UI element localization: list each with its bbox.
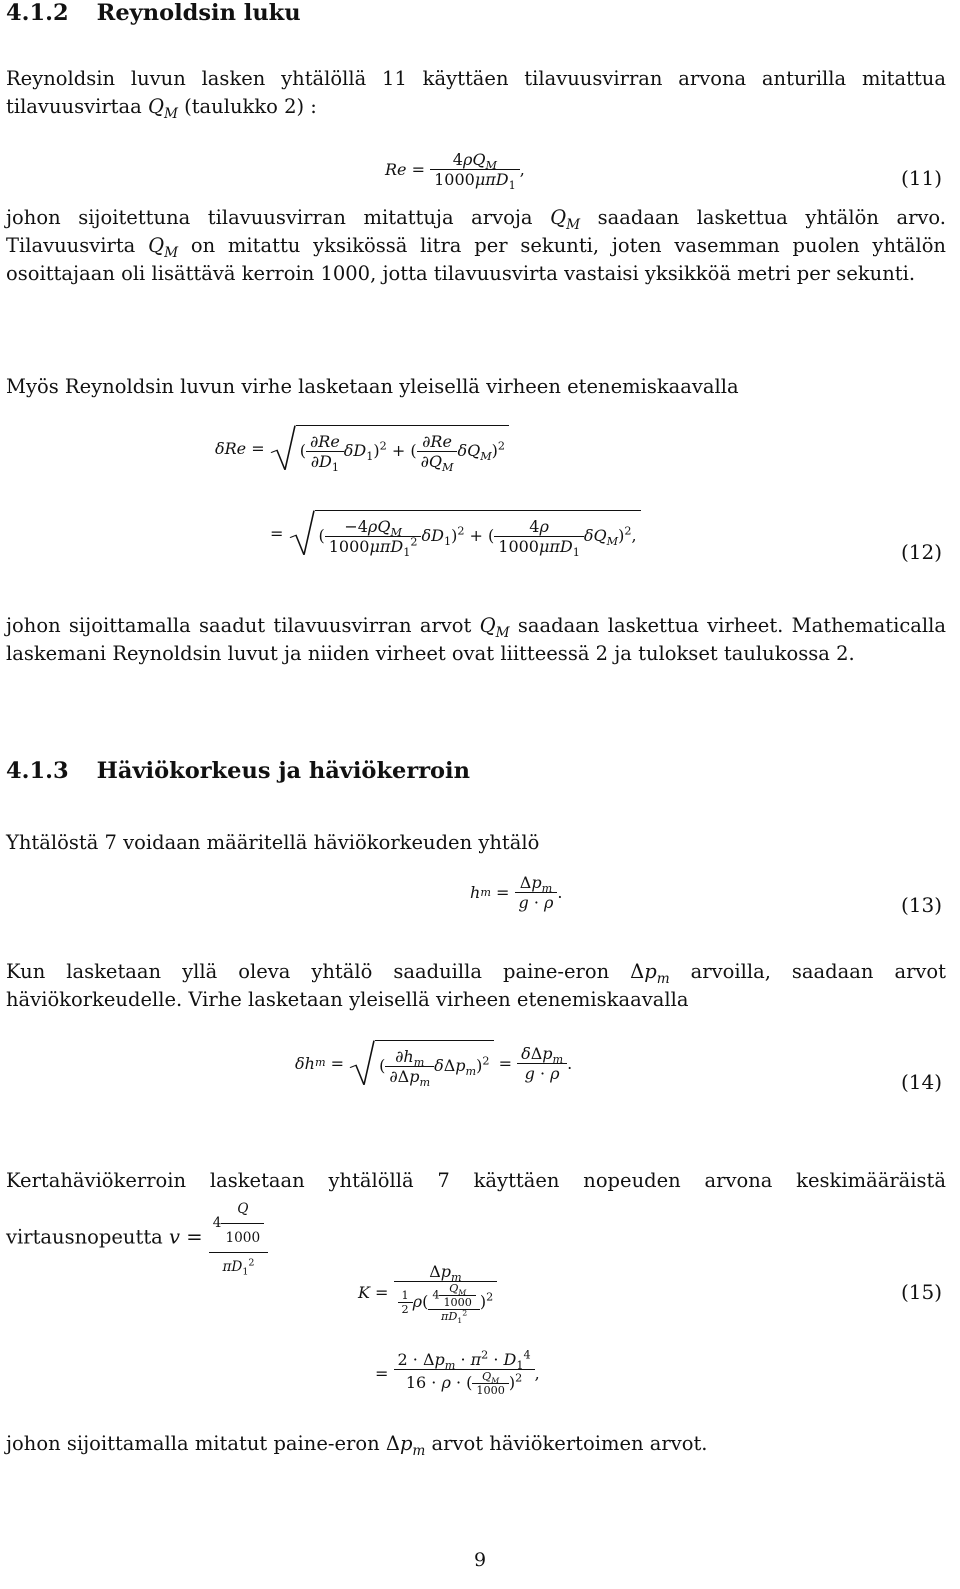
equation-number-12: (12) [900, 540, 942, 564]
section-number: 4.1.2 [6, 0, 69, 26]
equation-number-14: (14) [900, 1070, 942, 1094]
page-number: 9 [473, 1549, 487, 1571]
paragraph-substitution: johon sijoitettuna tilavuusvirran mitattuja arvoja $Q_M$ saadaan laskettua yhtälön arvo. Tilavuusvirta $Q_M$ on mitattu yksikössä litra per sekunti, joten vasemman puolen yhtälön osoittajaan oli lisättävä kerroin 1000, jotta tilavuusvirta vastaisi yksikköä metri per sekunti. [6, 206, 947, 285]
paragraph-intro: Reynoldsin luvun lasken yhtälöllä 11 käyttäen tilavuusvirran arvona anturilla mitattua tilavuusvirtaa $Q_M$ (taulukko 2) : [6, 67, 946, 122]
equation-13: h m = $\frac{\Delta p_m}{g \cdot \rho}$ . [470, 873, 563, 912]
equation-12-line-2: = ( $\frac{-4\rho Q_M}{1000\mu\pi D_1^2}$ $\delta D_1)^2$ + ( $\frac{4\rho}{1000\mu\pi D_1}$ $\delta Q_M)^2$, [270, 510, 641, 556]
section-heading-4-1-2 [6, 0, 301, 26]
equation-15-line-2: = $2 \cdot \Delta p_m \cdot \pi^2 \cdot D_1^4$ 16 · ρ · ( $\frac{Q_M}{1000}$ )$^2$ , [375, 1348, 540, 1397]
equation-number-15: (15) [900, 1280, 942, 1304]
equation-15-line-1: K = $\Delta p_m$ $\frac{1}{2}$ ρ( 4 $\frac{Q_M}{1000}$ $\pi D_1^2$ )$^2$ [358, 1262, 497, 1323]
paragraph-results: johon sijoittamalla saadut tilavuusvirran arvot $Q_M$ saadaan laskettua virheet. Mathematicalla laskemani Reynoldsin luvut ja niiden virheet ovat liitteessä 2 ja tulokset taulukossa 2. [6, 614, 947, 665]
paragraph-loss-coefficient: Kertahäviökerroin lasketaan yhtälöllä 7 käyttäen nopeuden arvona keskimääräistä virtausnopeutta v = 4 $\frac{Q}{1000}$ $\pi D_1^2$ [6, 1169, 946, 1278]
equation-number-11: (11) [900, 166, 942, 190]
equation-11: Re = $\frac{4\rho Q_M}{1000\mu\pi D_1}$ , [385, 150, 525, 193]
equation-12-line-1: δRe = ( $\frac{\partial Re}{\partial D_1}$ $\delta D_1)^2$ + ( $\frac{\partial Re}{\partial Q_M}$ $\delta Q_M)^2$ [215, 425, 509, 471]
section-number: 4.1.3 [6, 758, 69, 784]
equation-14: δh m = ( $\frac{\partial h_m}{\partial\Delta p_m}$ δΔp$_m$)$^2$ = $\frac{\delta\Delta p_m}{g \cdot \rho}$ . [295, 1040, 572, 1086]
paragraph-coefficient-values: johon sijoittamalla mitatut paine-eron $\Delta p_m$ arvot häviökertoimen arvot. [6, 1432, 708, 1459]
paragraph-error-intro: Myös Reynoldsin luvun virhe lasketaan yleisellä virheen etenemiskaavalla [6, 375, 739, 398]
section-title: Häviökorkeus ja häviökerroin [96, 758, 470, 784]
equation-number-13: (13) [900, 893, 942, 917]
paragraph-head-loss-values: Kun lasketaan yllä oleva yhtälö saaduilla paine-eron $\Delta p_m$ arvoilla, saadaan arvot häviökorkeudelle. Virhe lasketaan yleisellä virheen etenemiskaavalla [6, 960, 946, 1011]
section-title: Reynoldsin luku [96, 0, 301, 26]
paragraph-head-loss-intro: Yhtälöstä 7 voidaan määritellä häviökorkeuden yhtälö [6, 831, 540, 854]
section-heading-4-1-3 [6, 758, 470, 784]
